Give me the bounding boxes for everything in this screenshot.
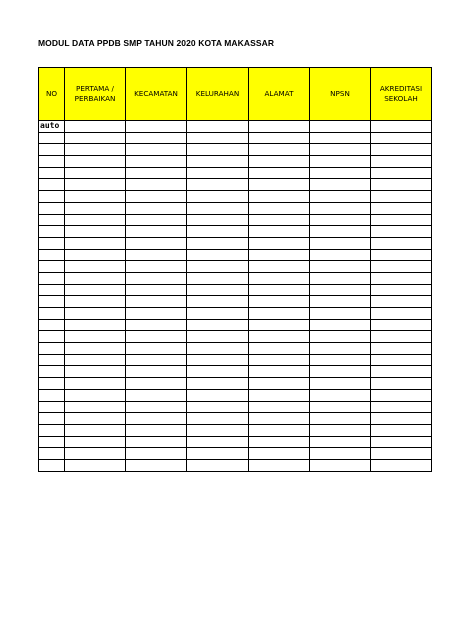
table-cell xyxy=(310,156,371,168)
table-row xyxy=(39,319,432,331)
table-cell xyxy=(249,331,310,343)
table-cell xyxy=(249,436,310,448)
table-cell xyxy=(126,121,187,133)
table-cell xyxy=(187,331,249,343)
table-cell xyxy=(39,401,65,413)
table-cell xyxy=(126,202,187,214)
table-cell xyxy=(310,226,371,238)
table-cell xyxy=(249,459,310,471)
table-cell xyxy=(187,413,249,425)
table-row xyxy=(39,179,432,191)
table-cell xyxy=(65,343,126,355)
table-row xyxy=(39,202,432,214)
table-cell xyxy=(65,331,126,343)
table-cell xyxy=(39,319,65,331)
table-cell xyxy=(249,226,310,238)
table-row xyxy=(39,214,432,226)
table-cell xyxy=(39,237,65,249)
table-cell xyxy=(249,214,310,226)
table-row xyxy=(39,167,432,179)
table-cell xyxy=(65,156,126,168)
table-cell xyxy=(249,366,310,378)
table-cell xyxy=(126,167,187,179)
table-cell xyxy=(126,389,187,401)
table-row xyxy=(39,272,432,284)
table-cell xyxy=(126,366,187,378)
table-cell xyxy=(310,401,371,413)
table-cell xyxy=(310,308,371,320)
table-cell xyxy=(310,389,371,401)
table-row xyxy=(39,144,432,156)
table-cell xyxy=(310,413,371,425)
table-cell xyxy=(249,378,310,390)
table-cell xyxy=(310,179,371,191)
table-cell xyxy=(126,249,187,261)
table-cell xyxy=(39,156,65,168)
table-cell xyxy=(249,237,310,249)
table-cell xyxy=(65,436,126,448)
table-cell xyxy=(126,459,187,471)
table-cell xyxy=(310,214,371,226)
table-cell xyxy=(126,237,187,249)
table-cell xyxy=(187,424,249,436)
table-cell xyxy=(39,343,65,355)
data-table xyxy=(38,67,432,472)
table-cell xyxy=(371,424,432,436)
table-cell xyxy=(65,448,126,460)
table-cell xyxy=(65,272,126,284)
table-cell xyxy=(371,191,432,203)
table-cell xyxy=(65,144,126,156)
table-cell xyxy=(39,284,65,296)
table-cell xyxy=(39,214,65,226)
table-cell xyxy=(310,202,371,214)
header-kelurahan: KELURAHAN xyxy=(187,68,249,121)
table-cell xyxy=(126,354,187,366)
table-cell xyxy=(187,237,249,249)
table-cell xyxy=(65,401,126,413)
table-cell xyxy=(310,272,371,284)
table-cell xyxy=(371,319,432,331)
table-cell xyxy=(39,389,65,401)
table-cell xyxy=(249,319,310,331)
table-cell xyxy=(187,308,249,320)
table-cell xyxy=(249,121,310,133)
table-row xyxy=(39,366,432,378)
table-cell xyxy=(371,202,432,214)
table-cell xyxy=(39,331,65,343)
table-cell xyxy=(249,296,310,308)
table-cell xyxy=(126,226,187,238)
table-cell xyxy=(371,389,432,401)
table-cell xyxy=(187,366,249,378)
table-cell xyxy=(187,448,249,460)
table-cell xyxy=(310,436,371,448)
table-row xyxy=(39,413,432,425)
table-cell xyxy=(310,191,371,203)
table-cell xyxy=(65,132,126,144)
table-cell xyxy=(187,261,249,273)
table-cell xyxy=(249,272,310,284)
table-cell xyxy=(39,366,65,378)
table-cell xyxy=(65,249,126,261)
table-row xyxy=(39,389,432,401)
table-cell xyxy=(65,261,126,273)
table-cell xyxy=(187,354,249,366)
table-cell xyxy=(126,343,187,355)
table-cell xyxy=(187,284,249,296)
auto-cell: auto xyxy=(39,121,65,133)
table-cell xyxy=(371,401,432,413)
table-cell xyxy=(187,226,249,238)
table-cell xyxy=(249,308,310,320)
table-cell xyxy=(371,331,432,343)
table-cell xyxy=(187,249,249,261)
table-cell xyxy=(187,144,249,156)
table-cell xyxy=(126,156,187,168)
table-row xyxy=(39,459,432,471)
table-cell xyxy=(39,249,65,261)
table-row xyxy=(39,436,432,448)
table-cell xyxy=(187,121,249,133)
table-cell xyxy=(371,179,432,191)
table-row xyxy=(39,308,432,320)
table-cell xyxy=(126,284,187,296)
table-row xyxy=(39,121,432,133)
table-cell xyxy=(65,319,126,331)
table-cell xyxy=(310,343,371,355)
table-cell xyxy=(39,272,65,284)
table-cell xyxy=(65,296,126,308)
table-cell xyxy=(65,424,126,436)
table-cell xyxy=(187,401,249,413)
table-cell xyxy=(310,249,371,261)
table-cell xyxy=(126,308,187,320)
table-row xyxy=(39,191,432,203)
table-cell xyxy=(39,261,65,273)
table-cell xyxy=(187,436,249,448)
table-cell xyxy=(249,191,310,203)
table-cell xyxy=(126,436,187,448)
table-cell xyxy=(371,296,432,308)
table-cell xyxy=(187,343,249,355)
table-cell xyxy=(39,436,65,448)
table-row xyxy=(39,132,432,144)
header-npsn: NPSN xyxy=(310,68,371,121)
table-cell xyxy=(371,156,432,168)
table-cell xyxy=(187,389,249,401)
table-cell xyxy=(310,144,371,156)
header-alamat: ALAMAT xyxy=(249,68,310,121)
table-cell xyxy=(310,132,371,144)
table-cell xyxy=(249,343,310,355)
table-cell xyxy=(371,261,432,273)
document-title: MODUL DATA PPDB SMP TAHUN 2020 KOTA MAKASSAR xyxy=(38,38,275,48)
table-cell xyxy=(65,121,126,133)
table-cell xyxy=(249,179,310,191)
table-cell xyxy=(249,167,310,179)
table-cell xyxy=(187,167,249,179)
table-cell xyxy=(39,226,65,238)
table-row xyxy=(39,156,432,168)
table-cell xyxy=(187,179,249,191)
table-cell xyxy=(126,261,187,273)
table-cell xyxy=(249,354,310,366)
table-row xyxy=(39,448,432,460)
table-cell xyxy=(371,366,432,378)
table-cell xyxy=(65,308,126,320)
table-row xyxy=(39,284,432,296)
table-cell xyxy=(126,424,187,436)
table-row xyxy=(39,249,432,261)
table-cell xyxy=(249,261,310,273)
table-cell xyxy=(126,272,187,284)
table-cell xyxy=(310,424,371,436)
table-cell xyxy=(65,202,126,214)
table-cell xyxy=(249,202,310,214)
table-cell xyxy=(187,214,249,226)
table-cell xyxy=(310,366,371,378)
table-row xyxy=(39,226,432,238)
table-cell xyxy=(310,448,371,460)
table-row xyxy=(39,354,432,366)
table-cell xyxy=(371,249,432,261)
table-cell xyxy=(39,167,65,179)
table-cell xyxy=(371,343,432,355)
table-cell xyxy=(39,132,65,144)
table-cell xyxy=(371,284,432,296)
table-cell xyxy=(249,389,310,401)
table-cell xyxy=(187,296,249,308)
table-cell xyxy=(126,448,187,460)
table-cell xyxy=(371,144,432,156)
table-cell xyxy=(371,132,432,144)
table-cell xyxy=(187,156,249,168)
table-cell xyxy=(249,156,310,168)
table-cell xyxy=(249,448,310,460)
table-cell xyxy=(39,459,65,471)
header-row xyxy=(39,68,432,121)
table-cell xyxy=(187,132,249,144)
table-cell xyxy=(371,413,432,425)
table-row xyxy=(39,237,432,249)
table-cell xyxy=(65,459,126,471)
table-cell xyxy=(65,214,126,226)
table-cell xyxy=(310,284,371,296)
table-cell xyxy=(371,308,432,320)
table-row xyxy=(39,378,432,390)
table-cell xyxy=(187,272,249,284)
table-cell xyxy=(187,202,249,214)
table-cell xyxy=(310,378,371,390)
table-cell xyxy=(65,237,126,249)
table-cell xyxy=(187,319,249,331)
table-cell xyxy=(126,191,187,203)
table-cell xyxy=(310,319,371,331)
table-cell xyxy=(126,214,187,226)
table-row xyxy=(39,343,432,355)
table-cell xyxy=(310,459,371,471)
table-cell xyxy=(371,354,432,366)
table-row xyxy=(39,331,432,343)
table-cell xyxy=(39,424,65,436)
table-cell xyxy=(39,308,65,320)
table-cell xyxy=(249,413,310,425)
table-cell xyxy=(249,284,310,296)
table-cell xyxy=(249,249,310,261)
table-cell xyxy=(310,121,371,133)
table-row xyxy=(39,424,432,436)
table-cell xyxy=(39,296,65,308)
table-cell xyxy=(371,436,432,448)
table-cell xyxy=(65,191,126,203)
table-cell xyxy=(65,378,126,390)
table-row xyxy=(39,401,432,413)
table-cell xyxy=(371,167,432,179)
table-cell xyxy=(65,354,126,366)
table-cell xyxy=(65,366,126,378)
table-cell xyxy=(187,378,249,390)
table-cell xyxy=(126,331,187,343)
header-kecamatan: KECAMATAN xyxy=(126,68,187,121)
table-cell xyxy=(65,167,126,179)
table-cell xyxy=(371,226,432,238)
table-cell xyxy=(65,226,126,238)
table-cell xyxy=(39,191,65,203)
table-cell xyxy=(39,202,65,214)
table-body xyxy=(39,121,432,472)
table-cell xyxy=(310,261,371,273)
table-cell xyxy=(187,191,249,203)
table-cell xyxy=(39,179,65,191)
table-cell xyxy=(39,144,65,156)
table-cell xyxy=(65,284,126,296)
table-cell xyxy=(126,296,187,308)
table-row xyxy=(39,296,432,308)
table-cell xyxy=(249,424,310,436)
table-cell xyxy=(310,237,371,249)
table-cell xyxy=(310,331,371,343)
table-cell xyxy=(39,448,65,460)
table-cell xyxy=(371,237,432,249)
table-cell xyxy=(371,214,432,226)
table-cell xyxy=(39,413,65,425)
table-cell xyxy=(126,378,187,390)
header-no: NO xyxy=(39,68,65,121)
table-cell xyxy=(126,319,187,331)
table-cell xyxy=(65,389,126,401)
table-cell xyxy=(371,272,432,284)
header-pertama-perbaikan: PERTAMA / PERBAIKAN xyxy=(65,68,126,121)
table-cell xyxy=(249,144,310,156)
table-cell xyxy=(65,413,126,425)
table-cell xyxy=(249,132,310,144)
table-cell xyxy=(39,378,65,390)
table-cell xyxy=(310,296,371,308)
table-cell xyxy=(310,167,371,179)
table-cell xyxy=(126,144,187,156)
table-cell xyxy=(371,448,432,460)
table-cell xyxy=(65,179,126,191)
table-cell xyxy=(371,378,432,390)
table-cell xyxy=(126,401,187,413)
table-cell xyxy=(249,401,310,413)
table-cell xyxy=(126,413,187,425)
table-cell xyxy=(39,354,65,366)
table-cell xyxy=(126,179,187,191)
header-akreditasi-sekolah: AKREDITASI SEKOLAH xyxy=(371,68,432,121)
table-cell xyxy=(126,132,187,144)
table-cell xyxy=(310,354,371,366)
table-cell xyxy=(187,459,249,471)
table-cell xyxy=(371,121,432,133)
table-row xyxy=(39,261,432,273)
table-cell xyxy=(371,459,432,471)
